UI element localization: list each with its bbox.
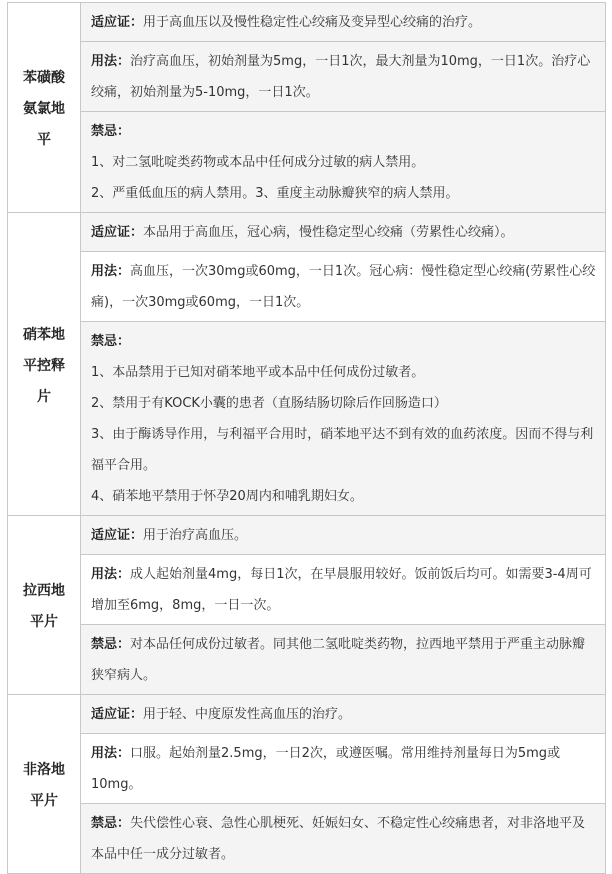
drug-name-line: 平片 — [30, 614, 58, 630]
usage-cell — [81, 555, 606, 625]
usage-label: 用法： — [91, 567, 131, 582]
table-row — [8, 516, 606, 555]
table-row — [8, 804, 606, 874]
usage-text: 高血压，一次30mg或60mg，一日1次。冠心病：慢性稳定型心绞痛(劳累性心绞痛)，一次30mg或60mg，一日1次。 — [91, 264, 596, 310]
contraindication-cell — [81, 804, 606, 874]
contraindication-label: 禁忌： — [91, 334, 131, 349]
contraindication-line: 3、由于酶诱导作用，与利福平合用时，硝苯地平达不到有效的血药浓度。因而不得与利福平合用。 — [91, 427, 594, 473]
table-row — [8, 3, 606, 42]
drug-name-line: 平控释 — [23, 357, 65, 374]
indication-text: 用于轻、中度原发性高血压的治疗。 — [143, 707, 352, 722]
drug-name-line: 拉西地 — [23, 583, 65, 599]
contraindication-label: 禁忌： — [91, 124, 131, 139]
drug-name-line: 氨氯地 — [23, 101, 65, 117]
drug-name-line: 苯磺酸 — [23, 70, 65, 86]
table-row — [8, 625, 606, 695]
usage-cell — [81, 734, 606, 804]
indication-label: 适应证： — [91, 528, 144, 543]
contraindication-text: 失代偿性心衰、急性心肌梗死、妊娠妇女、不稳定性心绞痛患者，对非洛地平及本品中任一成分过敏者。 — [91, 816, 586, 862]
contraindication-cell — [81, 625, 606, 695]
contraindication-label: 禁忌： — [91, 637, 131, 652]
indication-cell — [81, 516, 606, 555]
table-row — [8, 695, 606, 734]
contraindication-line: 4、硝苯地平禁用于怀孕20周内和哺乳期妇女。 — [91, 489, 363, 504]
indication-text: 用于高血压以及慢性稳定性心绞痛及变异型心绞痛的治疗。 — [143, 15, 482, 30]
drug-name-cell — [8, 516, 81, 695]
drug-table — [7, 2, 606, 874]
drug-name-line: 片 — [37, 388, 51, 405]
contraindication-line: 1、对二氢吡啶类药物或本品中任何成分过敏的病人禁用。 — [91, 155, 425, 170]
table-row — [8, 734, 606, 804]
drug-name-line: 非洛地 — [23, 762, 65, 778]
indication-label: 适应证： — [91, 225, 144, 240]
contraindication-cell — [81, 322, 606, 516]
drug-name-cell — [8, 695, 81, 874]
indication-cell — [81, 695, 606, 734]
drug-name-line: 平 — [37, 132, 51, 148]
indication-cell — [81, 3, 606, 42]
usage-cell — [81, 252, 606, 322]
drug-name-cell — [8, 213, 81, 516]
indication-text: 用于治疗高血压。 — [143, 528, 248, 543]
indication-cell — [81, 213, 606, 252]
contraindication-line: 2、严重低血压的病人禁用。3、重度主动脉瓣狭窄的病人禁用。 — [91, 186, 459, 201]
table-row — [8, 322, 606, 516]
usage-label: 用法： — [91, 54, 131, 69]
drug-name-cell — [8, 3, 81, 213]
table-row — [8, 555, 606, 625]
usage-label: 用法： — [91, 264, 131, 279]
usage-text: 口服。起始剂量2.5mg，一日2次，或遵医嘱。常用维持剂量每日为5mg或10mg。 — [91, 746, 561, 792]
usage-label: 用法： — [91, 746, 131, 761]
table-row — [8, 42, 606, 112]
contraindication-line: 2、禁用于有KOCK小囊的患者（直肠结肠切除后作回肠造口） — [91, 396, 447, 411]
table-row — [8, 213, 606, 252]
drug-name-line: 硝苯地 — [23, 326, 65, 343]
contraindication-text: 对本品任何成份过敏者。同其他二氢吡啶类药物，拉西地平禁用于严重主动脉瓣狭窄病人。 — [91, 637, 586, 683]
contraindication-label: 禁忌： — [91, 816, 131, 831]
indication-text: 本品用于高血压，冠心病，慢性稳定型心绞痛（劳累性心绞痛）。 — [143, 225, 514, 240]
usage-cell — [81, 42, 606, 112]
table-row — [8, 112, 606, 213]
contraindication-line: 1、本品禁用于已知对硝苯地平或本品中任何成份过敏者。 — [91, 365, 425, 380]
usage-text: 成人起始剂量4mg，每日1次，在早晨服用较好。饭前饭后均可。如需要3-4周可增加至6mg，8mg，一日一次。 — [91, 567, 592, 613]
drug-name-line: 平片 — [30, 793, 58, 809]
indication-label: 适应证： — [91, 707, 144, 722]
indication-label: 适应证： — [91, 15, 144, 30]
usage-text: 治疗高血压，初始剂量为5mg，一日1次，最大剂量为10mg，一日1次。治疗心绞痛，初始剂量为5-10mg，一日1次。 — [91, 54, 591, 100]
table-row — [8, 252, 606, 322]
contraindication-cell — [81, 112, 606, 213]
